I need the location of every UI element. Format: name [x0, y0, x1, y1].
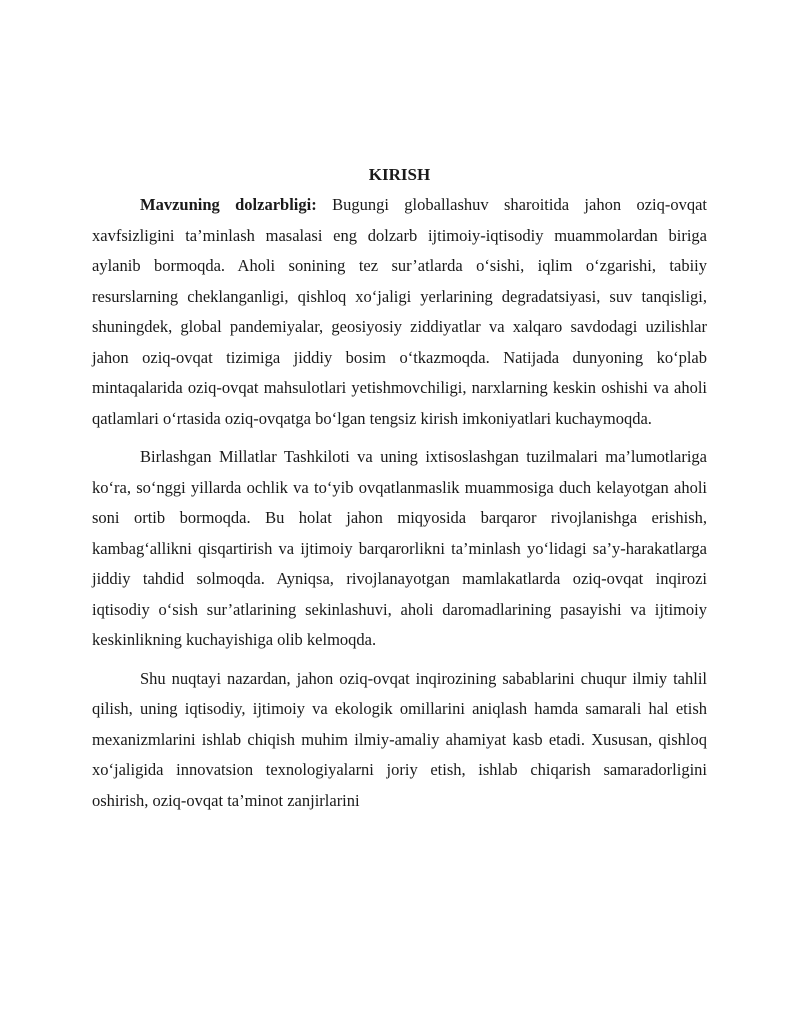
paragraph-text: Bugungi globallashuv sharoitida jahon oziq-ovqat xavfsizligini ta’minlash masalasi eng dolzarb ijtimoiy-iqtisodiy muammolardan biriga aylanib bormoqda. Aholi sonining tez sur’atlarda oʻsishi, iqlim oʻzgarishi, tabiiy resurslarning cheklanganligi, qishloq xoʻjaligi yerlarining degradatsiyasi, suv tanqisligi, shuningdek, global pandemiyalar, geosiyosiy ziddiyatlar va xalqaro savdodagi uzilishlar jahon oziq-ovqat tizimiga jiddiy bosim oʻtkazmoqda. Natijada dunyoning koʻplab mintaqalarida oziq-ovqat mahsulotlari yetishmovchiligi, narxlarning keskin oshishi va aholi qatlamlari oʻrtasida oziq-ovqatga boʻlgan tengsiz kirish imkoniyatlari kuchaymoqda.	[92, 195, 707, 428]
document-body	[92, 160, 707, 824]
paragraph-text: Birlashgan Millatlar Tashkiloti va uning ixtisoslashgan tuzilmalari ma’lumotlariga koʻra, soʻnggi yillarda ochlik va toʻyib ovqatlanmaslik muammosiga duch kelayotgan aholi soni ortib bormoqda. Bu holat jahon miqyosida barqaror rivojlanishga erishish, kambagʻallikni qisqartirish va ijtimoiy barqarorlikni ta’minlash yoʻlidagi sa’y-harakatlarga jiddiy tahdid solmoqda. Ayniqsa, rivojlanayotgan mamlakatlarda oziq-ovqat inqirozi iqtisodiy oʻsish sur’atlarining sekinlashuvi, aholi daromadlarining pasayishi va ijtimoiy keskinlikning kuchayishiga olib kelmoqda.	[92, 447, 707, 649]
paragraph-text: Shu nuqtayi nazardan, jahon oziq-ovqat inqirozining sabablarini chuqur ilmiy tahlil qilish, uning iqtisodiy, ijtimoiy va ekologik omillarini aniqlash hamda samarali hal etish mexanizmlarini ishlab chiqish muhim ilmiy-amaliy ahamiyat kasb etadi. Xususan, qishloq xoʻjaligida innovatsion texnologiyalarni joriy etish, ishlab chiqarish samaradorligini oshirish, oziq-ovqat ta’minot zanjirlarini	[92, 668, 707, 810]
paragraph-un-data	[92, 442, 707, 656]
paragraph-relevance	[92, 190, 707, 434]
paragraph-analysis	[92, 664, 707, 817]
paragraph-lead: Mavzuning dolzarbligi:	[140, 195, 317, 214]
section-heading: KIRISH	[368, 165, 431, 184]
